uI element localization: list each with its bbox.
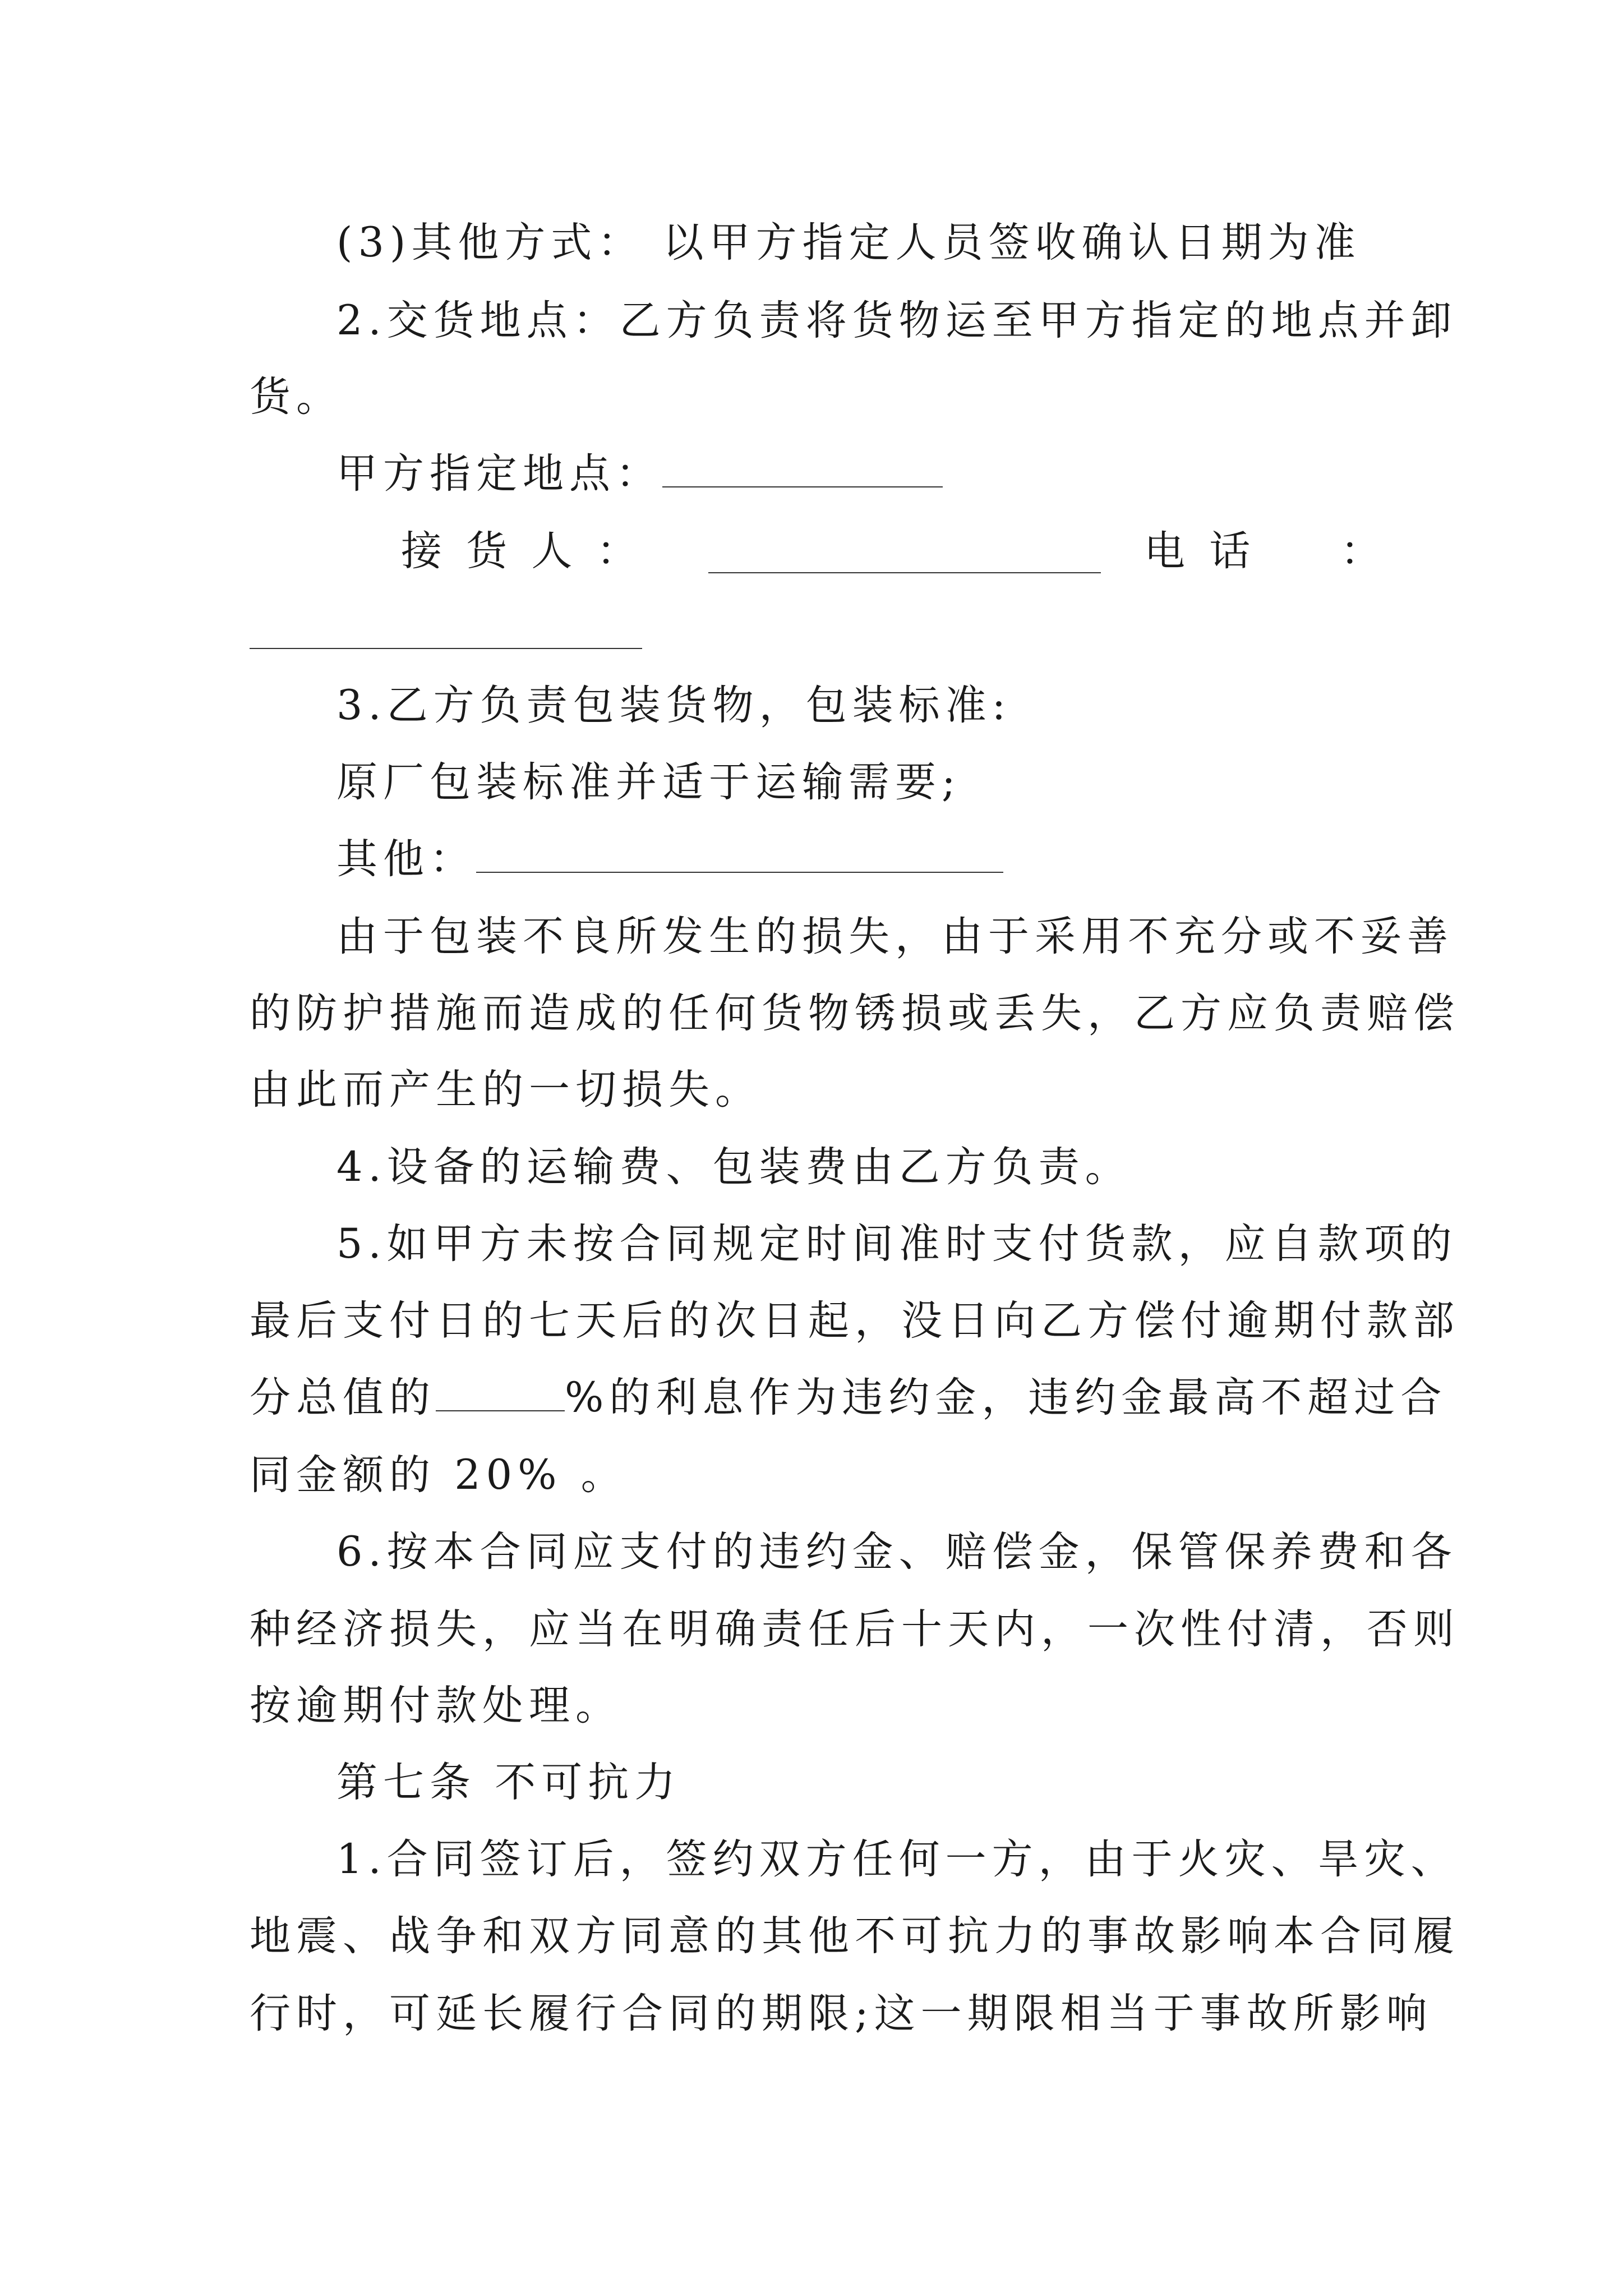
designated-location-blank [662, 453, 943, 487]
text-line-designated-location [336, 452, 943, 496]
text-line-receiver [401, 529, 643, 574]
phone-blank [250, 648, 642, 649]
other-label: 其他： [336, 835, 476, 883]
text-line-8: 原厂包装标准并适于运输需要; [336, 758, 961, 806]
other-blank [476, 838, 1003, 873]
text-line-12: 由此而产生的一切损失。 [250, 1066, 762, 1114]
text-line-13: 4.设备的运输费、包装费由乙方负责。 [336, 1143, 1132, 1191]
text-line-22: 1.合同签订后，签约双方任何一方，由于火灾、旱灾、 [336, 1835, 1458, 1883]
interest-rest: %的利息作为违约金，违约金最高不超过合 [565, 1374, 1447, 1421]
text-line-20: 按逾期付款处理。 [250, 1682, 622, 1729]
receiver-blank [708, 572, 1101, 573]
designated-location-label: 甲方指定地点： [336, 450, 662, 498]
text-line-3: 货。 [250, 373, 343, 421]
text-line-24: 行时，可延长履行合同的期限;这一期限相当于事故所影响 [250, 1990, 1433, 2037]
receiver-label: 接 货 人 ： [401, 527, 643, 575]
text-line-1: (3)其他方式： 以甲方指定人员签收确认日期为准 [336, 219, 1361, 266]
text-line-16 [250, 1375, 1447, 1420]
text-line-23: 地震、战争和双方同意的其他不可抗力的事故影响本合同履 [250, 1912, 1460, 1960]
text-line-11: 的防护措施而造成的任何货物锈损或丢失，乙方应负责赔偿 [250, 990, 1460, 1037]
section-heading-force-majeure: 第七条 不可抗力 [336, 1759, 681, 1806]
interest-label: 分总值的 [250, 1374, 436, 1421]
text-line-18: 6.按本合同应支付的违约金、赔偿金，保管保养费和各 [336, 1528, 1458, 1576]
interest-rate-blank [436, 1377, 565, 1411]
text-line-14: 5.如甲方未按合同规定时间准时支付货款，应自款项的 [336, 1220, 1458, 1268]
text-line-2: 2.交货地点：乙方负责将货物运至甲方指定的地点并卸 [336, 297, 1458, 344]
text-line-7: 3.乙方负责包装货物，包装标准: [336, 682, 1012, 729]
text-line-other [336, 837, 1003, 882]
text-line-19: 种经济损失，应当在明确责任后十天内，一次性付清，否则 [250, 1605, 1460, 1653]
text-line-17: 同金额的 20% 。 [250, 1451, 628, 1499]
phone-colon: ： [1340, 527, 1387, 575]
text-line-15: 最后支付日的七天后的次日起，没日向乙方偿付逾期付款部 [250, 1297, 1460, 1345]
text-line-10: 由于包装不良所发生的损失，由于采用不充分或不妥善 [336, 913, 1454, 960]
phone-label: 电 话 [1144, 527, 1256, 575]
